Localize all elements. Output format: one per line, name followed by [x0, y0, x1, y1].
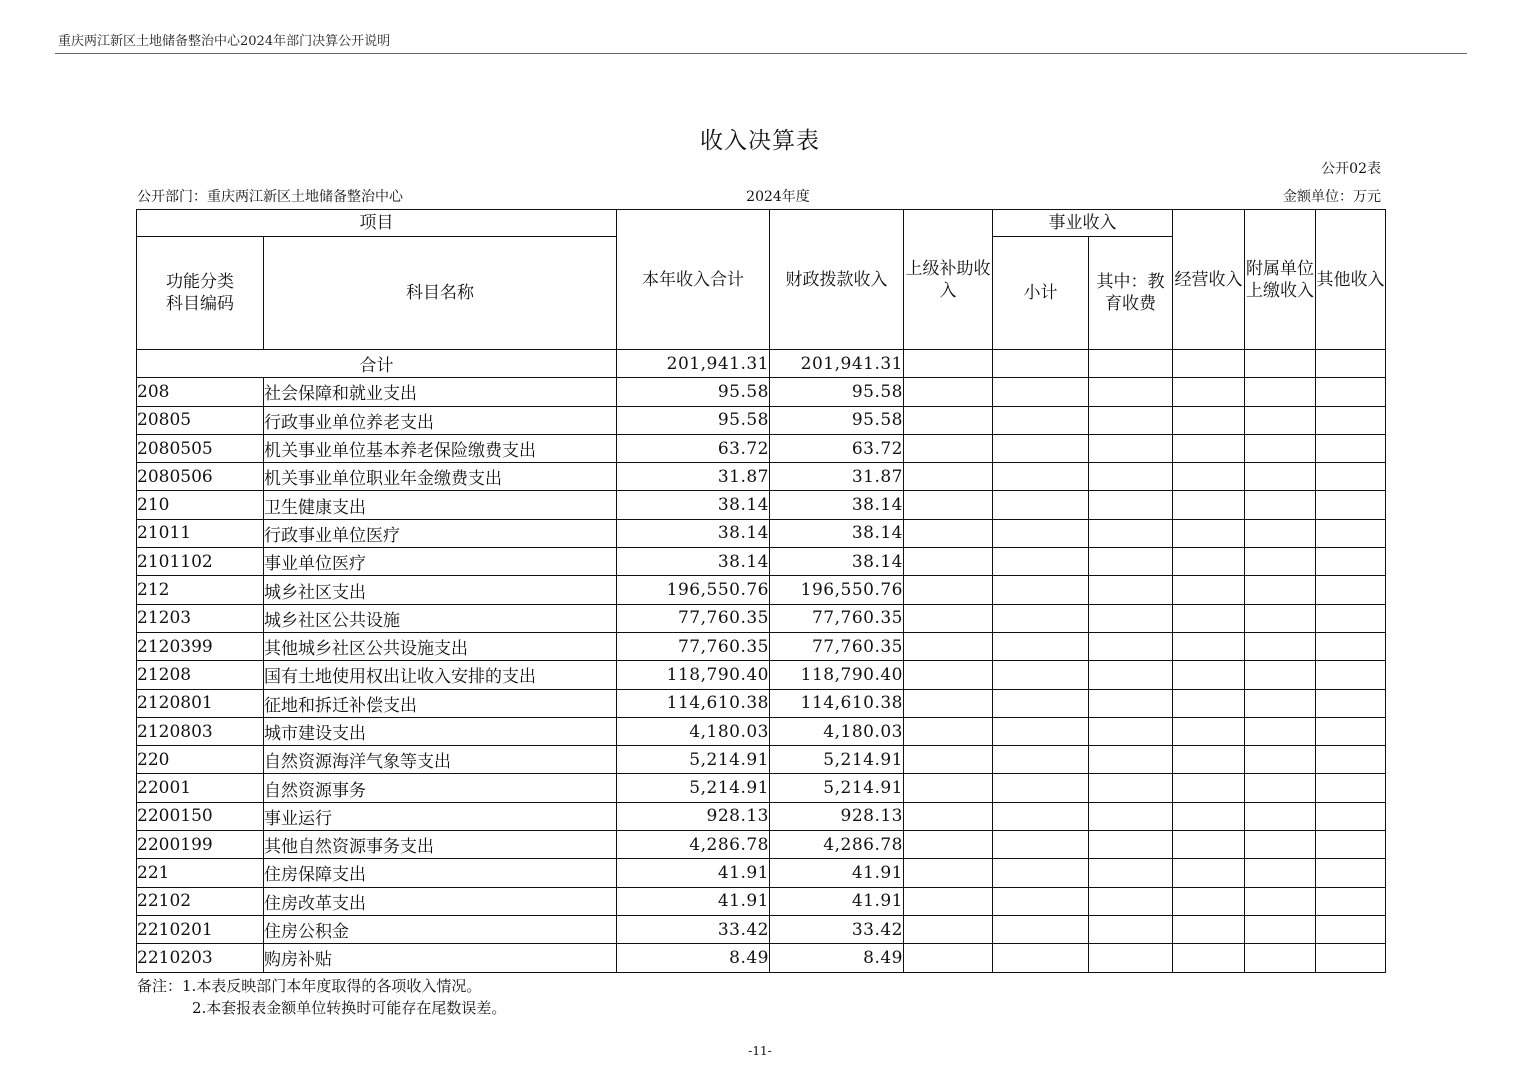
subject-name-cell: 事业单位医疗: [264, 548, 617, 576]
superior-subsidy-cell: [904, 434, 993, 462]
business-subtotal-cell: [993, 887, 1089, 915]
business-subtotal-cell: [993, 915, 1089, 943]
operating-income-cell: [1173, 548, 1245, 576]
function-code-cell: 221: [137, 859, 264, 887]
other-income-cell: [1316, 746, 1386, 774]
affiliated-income-cell: [1245, 944, 1316, 972]
function-code-cell: 210: [137, 491, 264, 519]
fiscal-year-label: 2024年度: [746, 189, 810, 205]
fiscal-appropriation-cell: 95.58: [770, 378, 904, 406]
table-row: [137, 434, 1386, 462]
education-fee-cell: [1089, 548, 1173, 576]
total-income-cell: 5,214.91: [617, 746, 770, 774]
fiscal-appropriation-cell: 118,790.40: [770, 661, 904, 689]
operating-income-cell: [1173, 406, 1245, 434]
superior-subsidy-cell: [904, 463, 993, 491]
affiliated-income-cell: [1245, 463, 1316, 491]
other-income-cell: [1316, 689, 1386, 717]
business-subtotal-cell: [993, 519, 1089, 547]
other-income-cell: [1316, 831, 1386, 859]
education-fee-cell: [1089, 491, 1173, 519]
affiliated-income-cell: [1245, 491, 1316, 519]
operating-income-cell: [1173, 689, 1245, 717]
education-fee-cell: [1089, 915, 1173, 943]
business-subtotal-cell: [993, 859, 1089, 887]
other-income-cell: [1316, 434, 1386, 462]
table-row: [137, 887, 1386, 915]
education-fee-cell: [1089, 406, 1173, 434]
note-line-1: 备注：1.本表反映部门本年度取得的各项收入情况。: [137, 977, 482, 995]
business-subtotal-cell: [993, 831, 1089, 859]
fiscal-appropriation-cell: 95.58: [770, 406, 904, 434]
function-code-cell: 20805: [137, 406, 264, 434]
function-code-cell: 21203: [137, 604, 264, 632]
total-income-cell: 196,550.76: [617, 576, 770, 604]
education-fee-cell: [1089, 661, 1173, 689]
education-fee-cell: [1089, 717, 1173, 745]
business-subtotal-cell: [993, 378, 1089, 406]
operating-income-cell: [1173, 831, 1245, 859]
affiliated-income-cell: [1245, 859, 1316, 887]
business-subtotal-cell: [993, 463, 1089, 491]
affiliated-income-cell: [1245, 519, 1316, 547]
superior-subsidy-cell: [904, 887, 993, 915]
total-income-cell: 118,790.40: [617, 661, 770, 689]
subject-name-cell: 其他自然资源事务支出: [264, 831, 617, 859]
total-income-cell: 5,214.91: [617, 774, 770, 802]
total-income-cell: 38.14: [617, 519, 770, 547]
table-row: [137, 406, 1386, 434]
subject-name-cell: 其他城乡社区公共设施支出: [264, 632, 617, 660]
table-row: [137, 519, 1386, 547]
header-education-fee: 其中：教育收费: [1089, 237, 1173, 350]
business-subtotal-cell: [993, 802, 1089, 830]
subject-name-cell: 征地和拆迁补偿支出: [264, 689, 617, 717]
fiscal-appropriation-cell: 38.14: [770, 491, 904, 519]
superior-subsidy-cell: [904, 406, 993, 434]
function-code-cell: 208: [137, 378, 264, 406]
total-income-cell: 114,610.38: [617, 689, 770, 717]
operating-income-cell: [1173, 463, 1245, 491]
table-row: [137, 576, 1386, 604]
fiscal-appropriation-cell: 33.42: [770, 915, 904, 943]
education-fee-cell: [1089, 887, 1173, 915]
superior-subsidy-cell: [904, 548, 993, 576]
affiliated-income-cell: [1245, 831, 1316, 859]
subject-name-cell: 城市建设支出: [264, 717, 617, 745]
education-fee-cell: [1089, 378, 1173, 406]
fiscal-appropriation-cell: 63.72: [770, 434, 904, 462]
education-fee-cell: [1089, 944, 1173, 972]
operating-income-cell: [1173, 887, 1245, 915]
superior-subsidy-cell: [904, 576, 993, 604]
function-code-cell: 2200199: [137, 831, 264, 859]
operating-income-cell: [1173, 519, 1245, 547]
header-function-code: 功能分类科目编码: [137, 237, 264, 350]
function-code-cell: 2101102: [137, 548, 264, 576]
total-income-cell: 41.91: [617, 859, 770, 887]
table-row: [137, 463, 1386, 491]
total-income-cell: 38.14: [617, 491, 770, 519]
fiscal-appropriation-cell: 4,180.03: [770, 717, 904, 745]
fiscal-appropriation-cell: 4,286.78: [770, 831, 904, 859]
subject-name-cell: 购房补贴: [264, 944, 617, 972]
total-income-cell: 95.58: [617, 406, 770, 434]
fiscal-appropriation-cell: 114,610.38: [770, 689, 904, 717]
superior-subsidy-cell: [904, 944, 993, 972]
operating-income-cell: [1173, 859, 1245, 887]
operating-income-cell: [1173, 944, 1245, 972]
affiliated-income-cell: [1245, 802, 1316, 830]
education-fee-cell: [1089, 746, 1173, 774]
operating-income-cell: [1173, 491, 1245, 519]
other-income-cell: [1316, 604, 1386, 632]
total-row: [137, 350, 1386, 378]
affiliated-income-cell: [1245, 661, 1316, 689]
header-business-income: 事业收入: [993, 210, 1173, 237]
business-subtotal-cell: [993, 604, 1089, 632]
table-row: [137, 802, 1386, 830]
subject-name-cell: 卫生健康支出: [264, 491, 617, 519]
subject-name-cell: 国有土地使用权出让收入安排的支出: [264, 661, 617, 689]
subject-name-cell: 住房保障支出: [264, 859, 617, 887]
other-income-cell: [1316, 661, 1386, 689]
other-income-cell: [1316, 802, 1386, 830]
fiscal-appropriation-cell: 77,760.35: [770, 604, 904, 632]
superior-subsidy-cell: [904, 661, 993, 689]
table-row: [137, 604, 1386, 632]
superior-subsidy-cell: [904, 717, 993, 745]
table-row: [137, 746, 1386, 774]
fiscal-appropriation-cell: 77,760.35: [770, 632, 904, 660]
affiliated-income-cell: [1245, 548, 1316, 576]
business-subtotal-cell: [993, 434, 1089, 462]
table-row: [137, 774, 1386, 802]
superior-subsidy-cell: [904, 519, 993, 547]
superior-subsidy-cell: [904, 915, 993, 943]
table-row: [137, 491, 1386, 519]
subject-name-cell: 城乡社区支出: [264, 576, 617, 604]
operating-income-cell: [1173, 378, 1245, 406]
function-code-cell: 21011: [137, 519, 264, 547]
superior-subsidy-cell: [904, 689, 993, 717]
education-fee-cell: [1089, 859, 1173, 887]
superior-subsidy-cell: [904, 831, 993, 859]
note-line-2: 2.本套报表金额单位转换时可能存在尾数误差。: [192, 999, 507, 1017]
subject-name-cell: 自然资源事务: [264, 774, 617, 802]
other-income-cell: [1316, 774, 1386, 802]
affiliated-income-cell: [1245, 378, 1316, 406]
total-income-cell: 4,180.03: [617, 717, 770, 745]
amount-unit-label: 金额单位：万元: [1283, 189, 1381, 205]
function-code-cell: 2080506: [137, 463, 264, 491]
affiliated-income-cell: [1245, 434, 1316, 462]
business-subtotal-cell: [993, 406, 1089, 434]
header-operating-income: 经营收入: [1173, 210, 1245, 350]
business-subtotal-cell: [993, 689, 1089, 717]
table-row: [137, 689, 1386, 717]
total-income-cell: 77,760.35: [617, 604, 770, 632]
operating-income-cell: [1173, 717, 1245, 745]
other-income-cell: [1316, 548, 1386, 576]
operating-income-cell: [1173, 576, 1245, 604]
table-row: [137, 548, 1386, 576]
table-row: [137, 378, 1386, 406]
other-income-cell: [1316, 406, 1386, 434]
business-subtotal-cell: [993, 491, 1089, 519]
total-income-cell: 31.87: [617, 463, 770, 491]
header-item: 项目: [137, 210, 617, 237]
business-subtotal-cell: [993, 661, 1089, 689]
business-subtotal-cell: [993, 944, 1089, 972]
operating-income-cell: [1173, 802, 1245, 830]
total-income-cell: 41.91: [617, 887, 770, 915]
total-income-cell: 4,286.78: [617, 831, 770, 859]
education-fee-cell: [1089, 604, 1173, 632]
header-superior-subsidy: 上级补助收入: [904, 210, 993, 350]
education-fee-cell: [1089, 774, 1173, 802]
header-affiliated-income: 附属单位上缴收入: [1245, 210, 1316, 350]
business-subtotal-cell: [993, 632, 1089, 660]
header-total-income: 本年收入合计: [617, 210, 770, 350]
function-code-cell: 22102: [137, 887, 264, 915]
fiscal-appropriation-cell: 196,550.76: [770, 576, 904, 604]
affiliated-income-cell: [1245, 576, 1316, 604]
affiliated-income-cell: [1245, 406, 1316, 434]
operating-income-cell: [1173, 774, 1245, 802]
table-row: [137, 944, 1386, 972]
affiliated-income-cell: [1245, 915, 1316, 943]
table-code: 公开02表: [1321, 161, 1381, 177]
table-row: [137, 859, 1386, 887]
other-income-cell: [1316, 378, 1386, 406]
subject-name-cell: 城乡社区公共设施: [264, 604, 617, 632]
operating-income-cell: [1173, 632, 1245, 660]
fiscal-appropriation-cell: 5,214.91: [770, 774, 904, 802]
operating-income-cell: [1173, 434, 1245, 462]
total-income-cell: 8.49: [617, 944, 770, 972]
superior-subsidy-cell: [904, 802, 993, 830]
superior-subsidy-cell: [904, 378, 993, 406]
function-code-cell: 220: [137, 746, 264, 774]
affiliated-income-cell: [1245, 887, 1316, 915]
education-fee-cell: [1089, 576, 1173, 604]
education-fee-cell: [1089, 434, 1173, 462]
other-income-cell: [1316, 887, 1386, 915]
subject-name-cell: 住房改革支出: [264, 887, 617, 915]
table-row: [137, 717, 1386, 745]
total-income-cell: 77,760.35: [617, 632, 770, 660]
function-code-cell: 22001: [137, 774, 264, 802]
header-other-income: 其他收入: [1316, 210, 1386, 350]
subject-name-cell: 自然资源海洋气象等支出: [264, 746, 617, 774]
page-title: 收入决算表: [700, 128, 820, 154]
fiscal-appropriation-cell: 5,214.91: [770, 746, 904, 774]
total-fiscal-cell: 201,941.31: [770, 350, 904, 378]
operating-income-cell: [1173, 915, 1245, 943]
total-income-cell: 33.42: [617, 915, 770, 943]
table-row: [137, 632, 1386, 660]
business-subtotal-cell: [993, 576, 1089, 604]
superior-subsidy-cell: [904, 746, 993, 774]
total-income-cell: 928.13: [617, 802, 770, 830]
header-subject-name: 科目名称: [264, 237, 617, 350]
superior-subsidy-cell: [904, 632, 993, 660]
header-divider: [55, 53, 1467, 54]
subject-name-cell: 行政事业单位养老支出: [264, 406, 617, 434]
other-income-cell: [1316, 519, 1386, 547]
fiscal-appropriation-cell: 31.87: [770, 463, 904, 491]
superior-subsidy-cell: [904, 491, 993, 519]
page-number: -11-: [748, 1044, 772, 1058]
fiscal-appropriation-cell: 8.49: [770, 944, 904, 972]
education-fee-cell: [1089, 463, 1173, 491]
total-label: 合计: [137, 350, 617, 378]
business-subtotal-cell: [993, 746, 1089, 774]
fiscal-appropriation-cell: 38.14: [770, 519, 904, 547]
total-income-cell: 201,941.31: [617, 350, 770, 378]
business-subtotal-cell: [993, 717, 1089, 745]
total-income-cell: 63.72: [617, 434, 770, 462]
education-fee-cell: [1089, 632, 1173, 660]
affiliated-income-cell: [1245, 717, 1316, 745]
other-income-cell: [1316, 944, 1386, 972]
function-code-cell: 2210203: [137, 944, 264, 972]
other-income-cell: [1316, 915, 1386, 943]
table-row: [137, 831, 1386, 859]
function-code-cell: 2210201: [137, 915, 264, 943]
function-code-cell: 2120399: [137, 632, 264, 660]
superior-subsidy-cell: [904, 604, 993, 632]
subject-name-cell: 住房公积金: [264, 915, 617, 943]
function-code-cell: 2120803: [137, 717, 264, 745]
notes: [137, 975, 506, 1019]
other-income-cell: [1316, 491, 1386, 519]
header-subtotal: 小计: [993, 237, 1089, 350]
table-row: [137, 661, 1386, 689]
superior-subsidy-cell: [904, 859, 993, 887]
affiliated-income-cell: [1245, 746, 1316, 774]
running-header: 重庆两江新区土地储备整治中心2024年部门决算公开说明: [58, 34, 391, 49]
total-income-cell: 38.14: [617, 548, 770, 576]
affiliated-income-cell: [1245, 689, 1316, 717]
affiliated-income-cell: [1245, 632, 1316, 660]
function-code-cell: 2080505: [137, 434, 264, 462]
affiliated-income-cell: [1245, 774, 1316, 802]
subject-name-cell: 社会保障和就业支出: [264, 378, 617, 406]
income-table: [136, 209, 1386, 973]
function-code-cell: 2200150: [137, 802, 264, 830]
affiliated-income-cell: [1245, 604, 1316, 632]
table-row: [137, 915, 1386, 943]
education-fee-cell: [1089, 689, 1173, 717]
fiscal-appropriation-cell: 41.91: [770, 887, 904, 915]
fiscal-appropriation-cell: 928.13: [770, 802, 904, 830]
fiscal-appropriation-cell: 38.14: [770, 548, 904, 576]
superior-subsidy-cell: [904, 774, 993, 802]
function-code-cell: 21208: [137, 661, 264, 689]
function-code-cell: 212: [137, 576, 264, 604]
subject-name-cell: 机关事业单位职业年金缴费支出: [264, 463, 617, 491]
other-income-cell: [1316, 632, 1386, 660]
subject-name-cell: 行政事业单位医疗: [264, 519, 617, 547]
function-code-cell: 2120801: [137, 689, 264, 717]
operating-income-cell: [1173, 746, 1245, 774]
operating-income-cell: [1173, 661, 1245, 689]
education-fee-cell: [1089, 802, 1173, 830]
other-income-cell: [1316, 717, 1386, 745]
education-fee-cell: [1089, 519, 1173, 547]
subject-name-cell: 事业运行: [264, 802, 617, 830]
other-income-cell: [1316, 463, 1386, 491]
other-income-cell: [1316, 576, 1386, 604]
header-fiscal-appropriation: 财政拨款收入: [770, 210, 904, 350]
total-income-cell: 95.58: [617, 378, 770, 406]
other-income-cell: [1316, 859, 1386, 887]
education-fee-cell: [1089, 831, 1173, 859]
business-subtotal-cell: [993, 774, 1089, 802]
operating-income-cell: [1173, 604, 1245, 632]
subject-name-cell: 机关事业单位基本养老保险缴费支出: [264, 434, 617, 462]
business-subtotal-cell: [993, 548, 1089, 576]
fiscal-appropriation-cell: 41.91: [770, 859, 904, 887]
department-label: 公开部门：重庆两江新区土地储备整治中心: [137, 189, 403, 205]
